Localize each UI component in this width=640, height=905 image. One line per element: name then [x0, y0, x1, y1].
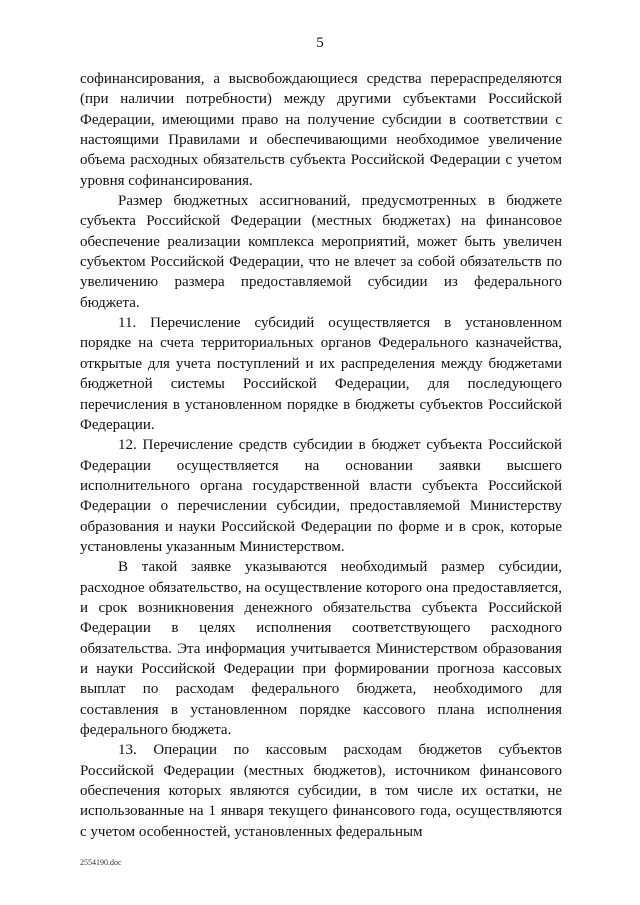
paragraph-continuation: софинансирования, а высвобождающиеся средства перераспределяются (при наличии потребности) между другими субъектами Российской Федерации, имеющими право на получение субсидии в соответствии с настоящими Правилами и обеспечивающими необходимое увеличение объема расходных обязательств субъекта Российской Федерации с учетом уровня софинансирования. — [80, 71, 562, 189]
paragraph-clause-11: 11. Перечисление субсидий осуществляется в установленном порядке на счета территориальных органов Федерального казначейства, открытые для учета поступлений и их распределения между бюджетами бюджетной системы Российской Федерации, для последующего перечисления в установленном порядке в бюджеты субъектов Российской Федерации. — [80, 315, 562, 433]
page-number: 5 — [316, 35, 324, 51]
document-body — [80, 69, 562, 842]
paragraph-clause-12: 12. Перечисление средств субсидии в бюджет субъекта Российской Федерации осуществляется на основании заявки высшего исполнительного органа государственной власти субъекта Российской Федерации о перечислении субсидии, предоставляемой Министерству образования и науки Российской Федерации по форме и в срок, которые установлены указанным Министерством. — [80, 437, 562, 555]
paragraph-application-details: В такой заявке указываются необходимый размер субсидии, расходное обязательство, на осуществление которого она предоставляется, и срок возникновения денежного обязательства субъекта Российской Федерации в целях исполнения соответствующего расходного обязательства. Эта информация учитывается Министерством образования и науки Российской Федерации при формировании прогноза кассовых выплат по расходам федерального бюджета, необходимого для составления в установленном порядке кассового плана исполнения федерального бюджета. — [80, 559, 562, 738]
paragraph-budget-allocations: Размер бюджетных ассигнований, предусмотренных в бюджете субъекта Российской Федерации (местных бюджетах) на финансовое обеспечение реализации комплекса мероприятий, может быть увеличен субъектом Российской Федерации, что не влечет за собой обязательств по увеличению размера предоставляемой субсидии из федерального бюджета. — [80, 193, 562, 311]
paragraph-clause-13: 13. Операции по кассовым расходам бюджетов субъектов Российской Федерации (местных бюджетов), источником финансового обеспечения которых являются субсидии, в том числе их остатки, не использованные на 1 января текущего финансового года, осуществляются с учетом особенностей, установленных федеральным — [80, 742, 562, 840]
footer-doc-code: 2554190.doc — [80, 858, 122, 867]
